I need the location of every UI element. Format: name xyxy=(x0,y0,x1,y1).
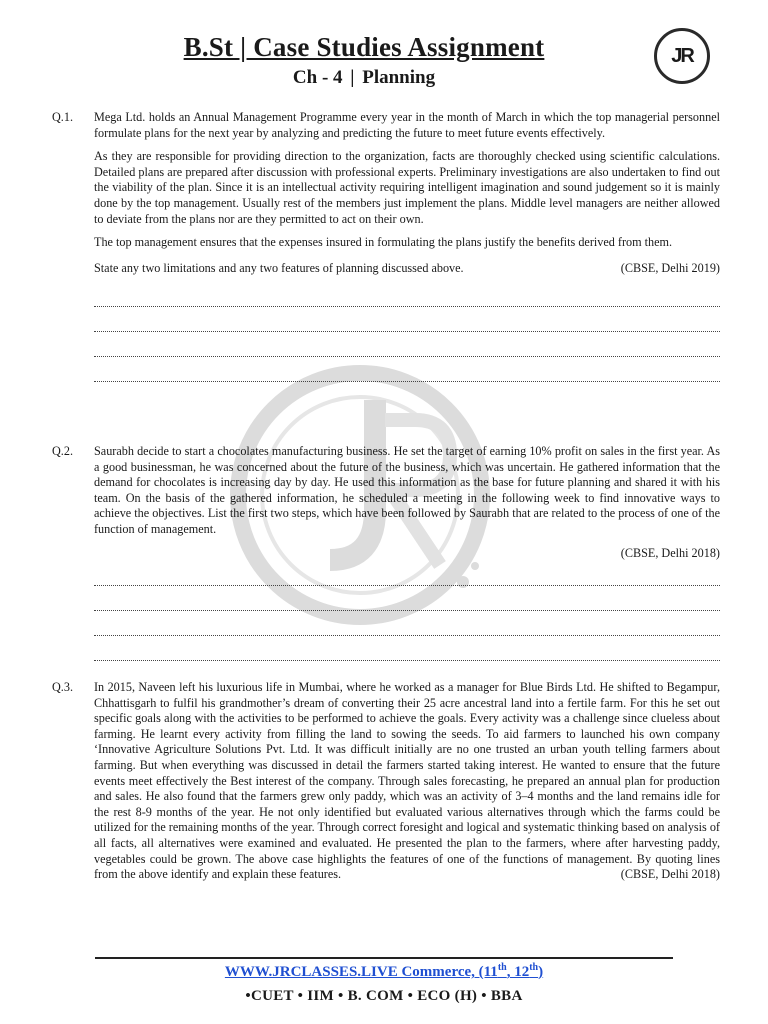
question-paragraph: As they are responsible for providing direction to the organization, facts are thoroughly checked using scientific calculations. Detailed plans are prepared after discussion with professional experts. Preliminary investigations are also undertaken to find out the viability of the plan. Since it is an intellectual activity requiring intelligent imagination and sound judgement so it is mainly done by the top management. Usually rest of the members just implement the plans. Middle level managers are neither allowed to deviate from the plans nor are they permitted to act on their own. xyxy=(94,149,720,226)
question-prompt: State any two limitations and any two features of planning discussed above. xyxy=(94,260,464,275)
footer-divider xyxy=(95,957,673,959)
footer-website-link[interactable] xyxy=(0,962,768,981)
topic-label: Planning xyxy=(362,67,436,88)
footer-website-text: WWW.JRCLASSES.LIVE Commerce, (11 xyxy=(224,964,498,980)
footer-website-mid: , 12 xyxy=(506,964,530,980)
question-1 xyxy=(52,110,720,382)
page-title: B.St | Case Studies Assignment xyxy=(183,32,545,62)
question-paragraph: Saurabh decide to start a chocolates manufacturing business. He set the target of earning 10% profit on sales in the first year. As a good businessman, he was concerned about the future of the business, which was uncertain. He gathered information that the demand for chocolates is increasing day by day. He used this information as the base for future planning and shared it with his team. On the basis of the gathered information, he scheduled a meeting in the following week to find innovative ways to achieve the objectives. List the first two steps, which have been followed by Saurabh that are related to the process of one of the function of management. xyxy=(94,444,720,536)
question-body xyxy=(94,680,720,883)
answer-line[interactable] xyxy=(94,636,720,661)
footer-sup: th xyxy=(497,962,507,973)
question-number: Q.1. xyxy=(52,110,73,124)
question-body xyxy=(94,444,720,561)
answer-lines xyxy=(94,282,720,382)
question-paragraph: In 2015, Naveen left his luxurious life in Mumbai, where he worked as a manager for Blue Birds Ltd. He shifted to Begampur, Chhattisgarh to fulfil his grandmother’s dream of converting their 25 acre ancestral land into a fertile farm. For this he set out specific goals along with the activities to be performed to achieve the goals. Every activity was a challenge since clueless about farming. He learnt every activity from filling the land to sowing the seeds. To aid farmers to launched his own company ‘Innovative Agriculture Solutions Pvt. Ltd. It was difficult initially are no one trusted an urban youth telling farmers about farming. But when everything was discussed in detail the farmers started taking interest. He wanted to ensure that the future events meet effectively the Best interest of the company. Through sales forecasting, he prepared an annual plan for production and sales. He also found that the farmers grew only paddy, which was an activity of 3–4 months and the land remains idle for the rest 8-9 months of the year. He not only identified but evaluated various alternatives through which the farms could be utilized for the remaining months of the year. Through correct foresight and logical and systematic thinking based on analysis of all facts, all alternatives were examined and evaluated. He presented the plan to the farmers, where after harvesting paddy, vegetables could be grown. The above case highlights the features of one of the functions of management. By quoting lines from the above identify and explain these features. xyxy=(94,680,720,882)
question-body xyxy=(94,110,720,276)
jr-logo: JR xyxy=(654,28,710,84)
footer-website-close: ) xyxy=(538,964,544,980)
answer-line[interactable] xyxy=(94,282,720,307)
answer-lines xyxy=(94,561,720,661)
page-header xyxy=(0,30,768,90)
prompt-row xyxy=(94,261,720,277)
question-source: (CBSE, Delhi 2019) xyxy=(620,260,720,275)
footer-courses: •CUET • IIM • B. COM • ECO (H) • BBA xyxy=(245,988,523,1004)
answer-line[interactable] xyxy=(94,307,720,332)
question-2 xyxy=(52,444,720,661)
answer-line[interactable] xyxy=(94,586,720,611)
answer-line[interactable] xyxy=(94,561,720,586)
question-paragraph: The top management ensures that the expenses insured in formulating the plans justify the benefits derived from them. xyxy=(94,235,673,250)
question-source: (CBSE, Delhi 2018) xyxy=(620,867,720,882)
answer-line[interactable] xyxy=(94,357,720,382)
footer-sup: th xyxy=(529,962,539,973)
answer-line[interactable] xyxy=(94,332,720,357)
chapter-label: Ch - 4 xyxy=(292,67,343,88)
answer-line[interactable] xyxy=(94,611,720,636)
question-number: Q.2. xyxy=(52,444,73,458)
question-3 xyxy=(52,680,720,883)
subtitle-separator: | xyxy=(350,67,355,88)
question-source: (CBSE, Delhi 2018) xyxy=(620,545,720,560)
page-subtitle xyxy=(0,66,768,90)
question-paragraph: Mega Ltd. holds an Annual Management Programme every year in the month of March in which the top managerial personnel formulate plans for the next year by analyzing and predicting the future to meet future events effectively. xyxy=(94,110,720,140)
question-number: Q.3. xyxy=(52,680,73,694)
